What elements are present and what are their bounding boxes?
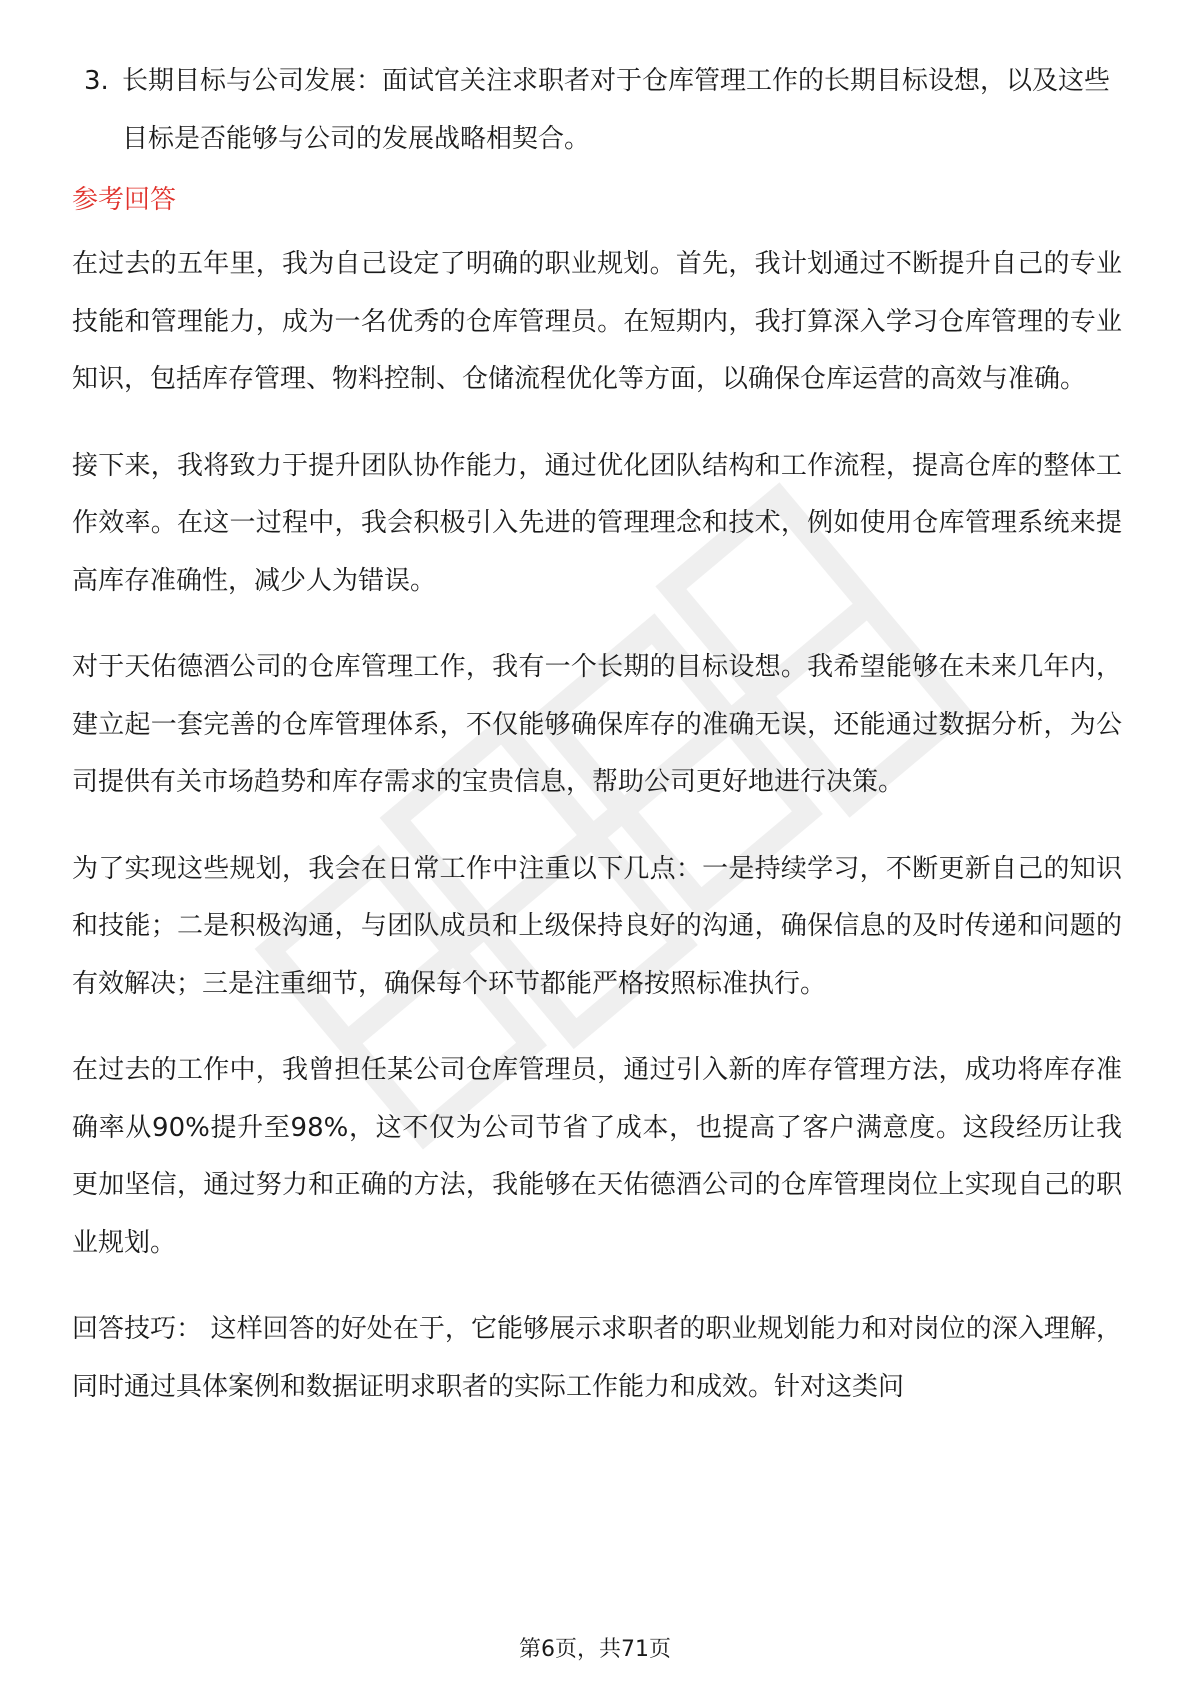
paragraph-1: 在过去的五年里，我为自己设定了明确的职业规划。首先，我计划通过不断提升自己的专业技能和管理能力，成为一名优秀的仓库管理员。在短期内，我打算深入学习仓库管理的专业知识，包括库存管理、物料控制、仓储流程优化等方面，以确保仓库运营的高效与准确。 [72,249,1122,394]
paragraph-3: 对于天佑德酒公司的仓库管理工作，我有一个长期的目标设想。我希望能够在未来几年内，建立起一套完善的仓库管理体系，不仅能够确保库存的准确无误，还能通过数据分析，为公司提供有关市场趋势和库存需求的宝贵信息，帮助公司更好地进行决策。 [72,652,1122,797]
paragraph-6-tips: 回答技巧： 这样回答的好处在于，它能够展示求职者的职业规划能力和对岗位的深入理解，同时通过具体案例和数据证明求职者的实际工作能力和成效。针对这类问 [72,1314,1122,1402]
list-item-number: 3. [84,66,109,96]
list-item-3 [84,52,1122,168]
paragraph-2: 接下来，我将致力于提升团队协作能力，通过优化团队结构和工作流程，提高仓库的整体工作效率。在这一过程中，我会积极引入先进的管理理念和技术，例如使用仓库管理系统来提高库存准确性，减少人为错误。 [72,450,1122,596]
paragraph-5: 在过去的工作中，我曾担任某公司仓库管理员，通过引入新的库存管理方法，成功将库存准确率从90%提升至98%，这不仅为公司节省了成本，也提高了客户满意度。这段经历让我更加坚信，通过努力和正确的方法，我能够在天佑德酒公司的仓库管理岗位上实现自己的职业规划。 [72,1055,1122,1258]
paragraph-4: 为了实现这些规划，我会在日常工作中注重以下几点：一是持续学习，不断更新自己的知识和技能；二是积极沟通，与团队成员和上级保持良好的沟通，确保信息的及时传递和问题的有效解决；三是注重细节，确保每个环节都能严格按照标准执行。 [72,853,1122,999]
page-footer: 第6页，共71页 [519,1637,671,1662]
list-item-text: 长期目标与公司发展：面试官关注求职者对于仓库管理工作的长期目标设想，以及这些目标是否能够与公司的发展战略相契合。 [122,66,1111,154]
document-content [72,52,1122,1445]
section-heading: 参考回答 [72,185,177,215]
